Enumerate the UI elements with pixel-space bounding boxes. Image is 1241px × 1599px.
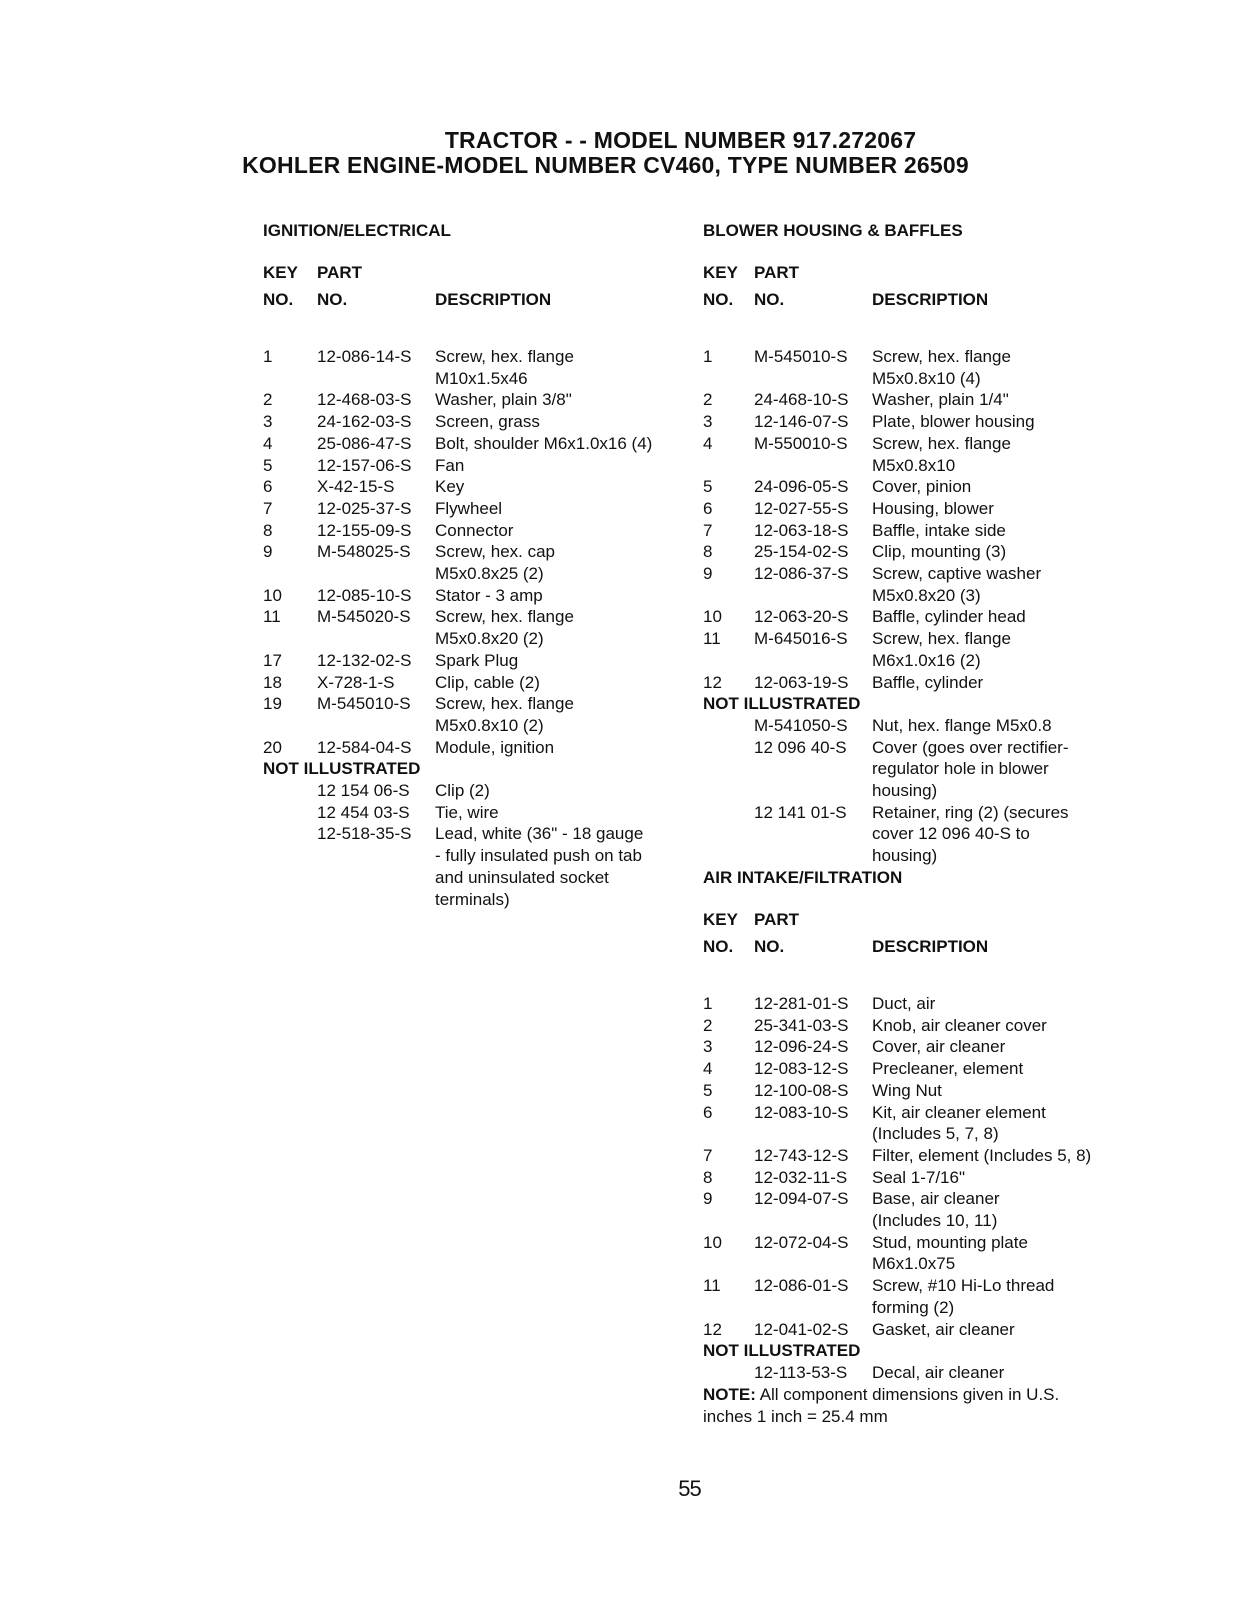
part-description	[872, 715, 1123, 737]
part-description	[435, 433, 703, 455]
part-description	[435, 672, 703, 694]
not-illustrated-heading: NOT ILLUSTRATED	[703, 694, 861, 714]
description-line: Key	[435, 477, 465, 497]
part-description	[872, 606, 1123, 628]
description-line: housing)	[872, 846, 938, 866]
parts-list-item	[263, 433, 703, 455]
key-number: 2	[263, 390, 273, 410]
description-line: M6x1.0x75	[872, 1254, 956, 1274]
part-description	[872, 476, 1123, 498]
part-description	[435, 498, 703, 520]
parts-list-item	[263, 411, 703, 433]
parts-list	[703, 993, 1143, 1384]
description-line: Connector	[435, 520, 514, 540]
part-description	[872, 628, 1123, 671]
part-description	[872, 802, 1123, 867]
air-intake-section	[703, 867, 1143, 1384]
key-number: 9	[703, 1189, 713, 1209]
parts-list-item	[263, 389, 703, 411]
part-description	[872, 1319, 1143, 1341]
part-description	[872, 1015, 1143, 1037]
column-headers	[703, 262, 1123, 324]
part-number: 12-132-02-S	[317, 650, 412, 670]
parts-list-item	[263, 541, 703, 584]
part-number: M-541050-S	[754, 715, 848, 735]
part-description	[435, 802, 703, 824]
parts-list-item	[263, 346, 703, 389]
part-number: 12-281-01-S	[754, 994, 849, 1013]
part-number: 25-341-03-S	[754, 1015, 849, 1035]
parts-list-item	[703, 1232, 1143, 1275]
parts-list-item	[263, 455, 703, 477]
key-number: 6	[703, 1102, 713, 1122]
description-line: Stud, mounting plate	[872, 1232, 1028, 1252]
description-line: cover 12 096 40-S to	[872, 824, 1030, 844]
header-part: PART	[317, 263, 363, 282]
part-description	[872, 1188, 1143, 1231]
key-number: 5	[703, 477, 713, 497]
description-line: Plate, blower housing	[872, 412, 1035, 432]
description-line: Baffle, cylinder	[872, 672, 984, 692]
part-description	[872, 1080, 1143, 1102]
key-number: 17	[263, 650, 282, 670]
parts-list-item	[703, 1015, 1143, 1037]
part-description	[435, 520, 703, 542]
part-number: 12-096-24-S	[754, 1037, 849, 1057]
key-number: 18	[263, 672, 282, 692]
description-line: Decal, air cleaner	[872, 1362, 1005, 1382]
key-number: 4	[703, 1059, 713, 1079]
part-number: M-550010-S	[754, 433, 848, 453]
part-number: M-545010-S	[317, 694, 411, 714]
parts-list-item	[703, 672, 1123, 694]
part-number: 12-086-37-S	[754, 564, 849, 584]
document-title: TRACTOR - - MODEL NUMBER 917.272067	[444, 127, 917, 153]
description-line: Screw, #10 Hi-Lo thread	[872, 1276, 1055, 1296]
key-number: 7	[263, 498, 273, 518]
parts-list-item	[263, 520, 703, 542]
not-illustrated-heading: NOT ILLUSTRATED	[263, 759, 421, 779]
key-number: 10	[703, 1232, 722, 1252]
part-number: 12-086-01-S	[754, 1276, 849, 1296]
key-number: 1	[703, 994, 713, 1013]
part-number: 12-072-04-S	[754, 1232, 849, 1252]
parts-list-item	[703, 1036, 1143, 1058]
parts-list-item	[703, 1167, 1143, 1189]
description-line: M5x0.8x10 (4)	[872, 368, 981, 388]
key-number: 1	[263, 347, 273, 366]
note-text: All component dimensions given in U.S.	[759, 1385, 1060, 1404]
key-number: 3	[703, 412, 713, 432]
description-line: housing)	[872, 781, 938, 801]
description-line: Screw, hex. flange	[435, 347, 574, 366]
part-description	[435, 389, 703, 411]
key-number: 5	[263, 455, 273, 475]
part-number: 25-086-47-S	[317, 433, 412, 453]
part-number: 12-584-04-S	[317, 737, 412, 757]
description-line: Kit, air cleaner element	[872, 1102, 1046, 1122]
part-number: 12-027-55-S	[754, 498, 849, 518]
parts-list-item	[263, 650, 703, 672]
part-number: 12-041-02-S	[754, 1319, 849, 1339]
key-number: 6	[703, 498, 713, 518]
parts-list-item	[263, 780, 703, 802]
part-description	[872, 541, 1123, 563]
header-key: KEY	[263, 263, 298, 282]
parts-list	[263, 346, 703, 910]
note-text-2: inches 1 inch = 25.4 mm	[703, 1407, 888, 1426]
part-description	[872, 346, 1123, 389]
description-line: M5x0.8x25 (2)	[435, 564, 544, 584]
part-number: 12-063-19-S	[754, 672, 849, 692]
parts-list-item	[703, 1145, 1143, 1167]
part-number: 12-063-18-S	[754, 520, 849, 540]
part-number: 12-468-03-S	[317, 390, 412, 410]
part-number: 12-743-12-S	[754, 1145, 849, 1165]
description-line: Bolt, shoulder M6x1.0x16 (4)	[435, 433, 653, 453]
part-number: M-545010-S	[754, 347, 848, 366]
part-description	[872, 1167, 1143, 1189]
part-description	[435, 693, 703, 736]
key-number: 5	[703, 1080, 713, 1100]
part-description	[872, 1362, 1143, 1384]
description-line: Precleaner, element	[872, 1059, 1024, 1079]
description-line: Nut, hex. flange M5x0.8	[872, 715, 1052, 735]
description-line: Spark Plug	[435, 650, 519, 670]
description-line: Clip (2)	[435, 781, 490, 801]
part-description	[872, 1275, 1143, 1318]
parts-list-item	[703, 1188, 1143, 1231]
part-number: 12-085-10-S	[317, 585, 412, 605]
part-number: 12-094-07-S	[754, 1189, 849, 1209]
part-description	[435, 476, 703, 498]
description-line: Module, ignition	[435, 737, 555, 757]
column-headers	[263, 262, 703, 324]
key-number: 10	[703, 607, 722, 627]
parts-list-item	[703, 1275, 1143, 1318]
parts-list-item	[703, 498, 1123, 520]
parts-list-item	[703, 628, 1123, 671]
description-line: M5x0.8x10	[872, 455, 956, 475]
parts-list-item	[703, 737, 1123, 802]
part-number: M-548025-S	[317, 542, 411, 562]
part-description	[872, 1036, 1143, 1058]
dimension-note	[703, 1384, 1123, 1428]
description-line: M10x1.5x46	[435, 368, 528, 388]
description-line: Retainer, ring (2) (secures	[872, 802, 1069, 822]
part-description	[435, 650, 703, 672]
header-no: NO.	[703, 290, 734, 309]
description-line: Clip, mounting (3)	[872, 542, 1007, 562]
description-line: Screw, captive washer	[872, 564, 1042, 584]
description-line: M6x1.0x16 (2)	[872, 650, 981, 670]
description-line: Screw, hex. flange	[872, 629, 1011, 649]
description-line: Screw, hex. flange	[435, 694, 574, 714]
description-line: terminals)	[435, 889, 510, 909]
part-number: 12-157-06-S	[317, 455, 412, 475]
parts-list-item	[703, 1102, 1143, 1145]
part-description	[435, 780, 703, 802]
section-title: AIR INTAKE/FILTRATION	[703, 868, 903, 887]
ignition-electrical-section	[263, 220, 703, 910]
part-number: M-545020-S	[317, 607, 411, 627]
parts-list-item	[703, 476, 1123, 498]
part-description	[435, 606, 703, 649]
part-number: M-645016-S	[754, 629, 848, 649]
part-description	[872, 389, 1123, 411]
part-number: 12-146-07-S	[754, 412, 849, 432]
part-number: 25-154-02-S	[754, 542, 849, 562]
part-number: 12-083-12-S	[754, 1059, 849, 1079]
description-line: Stator - 3 amp	[435, 585, 543, 605]
description-line: (Includes 5, 7, 8)	[872, 1124, 999, 1144]
description-line: forming (2)	[872, 1297, 955, 1317]
key-number: 6	[263, 477, 273, 497]
parts-list-item	[703, 411, 1123, 433]
parts-list	[703, 346, 1123, 867]
parts-list-item	[263, 737, 703, 759]
key-number: 11	[703, 1276, 721, 1296]
part-number: 12 454 03-S	[317, 802, 410, 822]
parts-list-item	[703, 433, 1123, 476]
key-number: 10	[263, 585, 282, 605]
part-description	[872, 498, 1123, 520]
header-part: PART	[754, 910, 800, 929]
parts-list-item	[263, 672, 703, 694]
not-illustrated-heading: NOT ILLUSTRATED	[703, 1341, 861, 1361]
page-number: 55	[678, 1476, 701, 1501]
description-line: (Includes 10, 11)	[872, 1211, 998, 1231]
part-number: 12 096 40-S	[754, 737, 847, 757]
key-number: 11	[703, 629, 721, 649]
header-key: KEY	[703, 263, 738, 282]
part-description	[872, 1145, 1143, 1167]
part-number: 12-086-14-S	[317, 347, 412, 366]
description-line: Baffle, intake side	[872, 520, 1006, 540]
description-line: Screen, grass	[435, 412, 540, 432]
part-description	[435, 541, 703, 584]
column-headers	[703, 909, 1143, 971]
key-number: 20	[263, 737, 282, 757]
key-number: 9	[703, 564, 713, 584]
part-number: 12-025-37-S	[317, 498, 412, 518]
section-title: IGNITION/ELECTRICAL	[263, 221, 451, 240]
header-description: DESCRIPTION	[872, 290, 989, 309]
document-subtitle: KOHLER ENGINE-MODEL NUMBER CV460, TYPE NUMBER 26509	[242, 152, 969, 178]
part-description	[872, 737, 1123, 802]
description-line: Base, air cleaner	[872, 1189, 1000, 1209]
description-line: M5x0.8x20 (3)	[872, 585, 981, 605]
parts-list-item	[703, 563, 1123, 606]
part-number: 12-155-09-S	[317, 520, 412, 540]
parts-list-item	[703, 1362, 1143, 1384]
description-line: Lead, white (36" - 18 gauge	[435, 824, 644, 844]
parts-list-item	[703, 346, 1123, 389]
part-description	[435, 823, 703, 910]
part-description	[872, 1102, 1143, 1145]
key-number: 8	[703, 542, 713, 562]
header-description: DESCRIPTION	[435, 290, 552, 309]
part-description	[435, 346, 703, 389]
key-number: 12	[703, 1319, 722, 1339]
part-number: 12-083-10-S	[754, 1102, 849, 1122]
key-number: 8	[263, 520, 273, 540]
key-number: 4	[703, 433, 713, 453]
description-line: Housing, blower	[872, 498, 994, 518]
key-number: 3	[263, 412, 273, 432]
parts-list-item	[263, 606, 703, 649]
description-line: Cover, pinion	[872, 477, 972, 497]
part-number: 12 154 06-S	[317, 781, 410, 801]
part-number: 12-032-11-S	[754, 1167, 848, 1187]
part-number: 12 141 01-S	[754, 802, 847, 822]
description-line: Screw, hex. cap	[435, 542, 556, 562]
description-line: and uninsulated socket	[435, 867, 609, 887]
description-line: Cover, air cleaner	[872, 1037, 1006, 1057]
description-line: regulator hole in blower	[872, 759, 1049, 779]
header-part-no: NO.	[317, 290, 348, 309]
parts-list-item	[263, 476, 703, 498]
key-number: 2	[703, 1015, 713, 1035]
part-number: 12-113-53-S	[754, 1362, 848, 1382]
part-description	[872, 672, 1123, 694]
description-line: Gasket, air cleaner	[872, 1319, 1015, 1339]
description-line: Cover (goes over rectifier-	[872, 737, 1069, 757]
key-number: 12	[703, 672, 722, 692]
part-description	[872, 1058, 1143, 1080]
part-description	[872, 433, 1123, 476]
part-description	[435, 585, 703, 607]
description-line: Knob, air cleaner cover	[872, 1015, 1047, 1035]
note-label: NOTE:	[703, 1385, 756, 1404]
header-no: NO.	[703, 937, 734, 956]
key-number: 3	[703, 1037, 713, 1057]
parts-list-item	[703, 1319, 1143, 1341]
part-number: 12-518-35-S	[317, 824, 412, 844]
description-line: Screw, hex. flange	[872, 347, 1011, 366]
key-number: 1	[703, 347, 713, 366]
description-line: - fully insulated push on tab	[435, 846, 642, 866]
part-description	[872, 520, 1123, 542]
parts-list-item	[263, 693, 703, 736]
key-number: 19	[263, 694, 282, 714]
parts-list-item	[703, 389, 1123, 411]
parts-list-item	[703, 715, 1123, 737]
header-description: DESCRIPTION	[872, 937, 989, 956]
key-number: 7	[703, 1145, 713, 1165]
key-number: 8	[703, 1167, 713, 1187]
key-number: 2	[703, 390, 713, 410]
parts-list-item	[263, 823, 703, 910]
parts-list-item	[703, 993, 1143, 1015]
header-no: NO.	[263, 290, 294, 309]
description-line: Tie, wire	[435, 802, 499, 822]
part-description	[435, 455, 703, 477]
description-line: M5x0.8x20 (2)	[435, 629, 544, 649]
description-line: Flywheel	[435, 498, 503, 518]
parts-list-item	[263, 498, 703, 520]
description-line: Fan	[435, 455, 465, 475]
parts-list-item	[703, 1058, 1143, 1080]
key-number: 11	[263, 607, 281, 627]
header-part: PART	[754, 263, 800, 282]
key-number: 9	[263, 542, 273, 562]
part-number: 12-063-20-S	[754, 607, 849, 627]
key-number: 4	[263, 433, 273, 453]
part-number: 12-100-08-S	[754, 1080, 849, 1100]
part-description	[435, 737, 703, 759]
description-line: Duct, air	[872, 994, 936, 1013]
description-line: Baffle, cylinder head	[872, 607, 1026, 627]
part-description	[435, 411, 703, 433]
key-number: 7	[703, 520, 713, 540]
description-line: Screw, hex. flange	[435, 607, 574, 627]
part-number: X-42-15-S	[317, 477, 395, 497]
part-number: X-728-1-S	[317, 672, 395, 692]
blower-housing-section	[703, 220, 1123, 867]
description-line: Clip, cable (2)	[435, 672, 540, 692]
description-line: Screw, hex. flange	[872, 433, 1011, 453]
header-part-no: NO.	[754, 290, 785, 309]
part-description	[872, 993, 1143, 1015]
part-number: 24-096-05-S	[754, 477, 849, 497]
parts-list-item	[703, 520, 1123, 542]
parts-list-item	[263, 802, 703, 824]
description-line: Washer, plain 3/8"	[435, 390, 572, 410]
parts-list-item	[703, 1080, 1143, 1102]
section-title: BLOWER HOUSING & BAFFLES	[703, 221, 963, 240]
description-line: Washer, plain 1/4"	[872, 390, 1009, 410]
part-description	[872, 563, 1123, 606]
parts-list-item	[703, 802, 1123, 867]
part-number: 24-468-10-S	[754, 390, 849, 410]
header-part-no: NO.	[754, 937, 785, 956]
part-description	[872, 411, 1123, 433]
parts-list-item	[263, 585, 703, 607]
header-key: KEY	[703, 910, 738, 929]
part-number: 24-162-03-S	[317, 412, 412, 432]
description-line: Filter, element (Includes 5, 8)	[872, 1145, 1092, 1165]
parts-list-item	[703, 541, 1123, 563]
description-line: Wing Nut	[872, 1080, 942, 1100]
part-description	[872, 1232, 1143, 1275]
description-line: M5x0.8x10 (2)	[435, 715, 544, 735]
description-line: Seal 1-7/16"	[872, 1167, 965, 1187]
parts-list-item	[703, 606, 1123, 628]
